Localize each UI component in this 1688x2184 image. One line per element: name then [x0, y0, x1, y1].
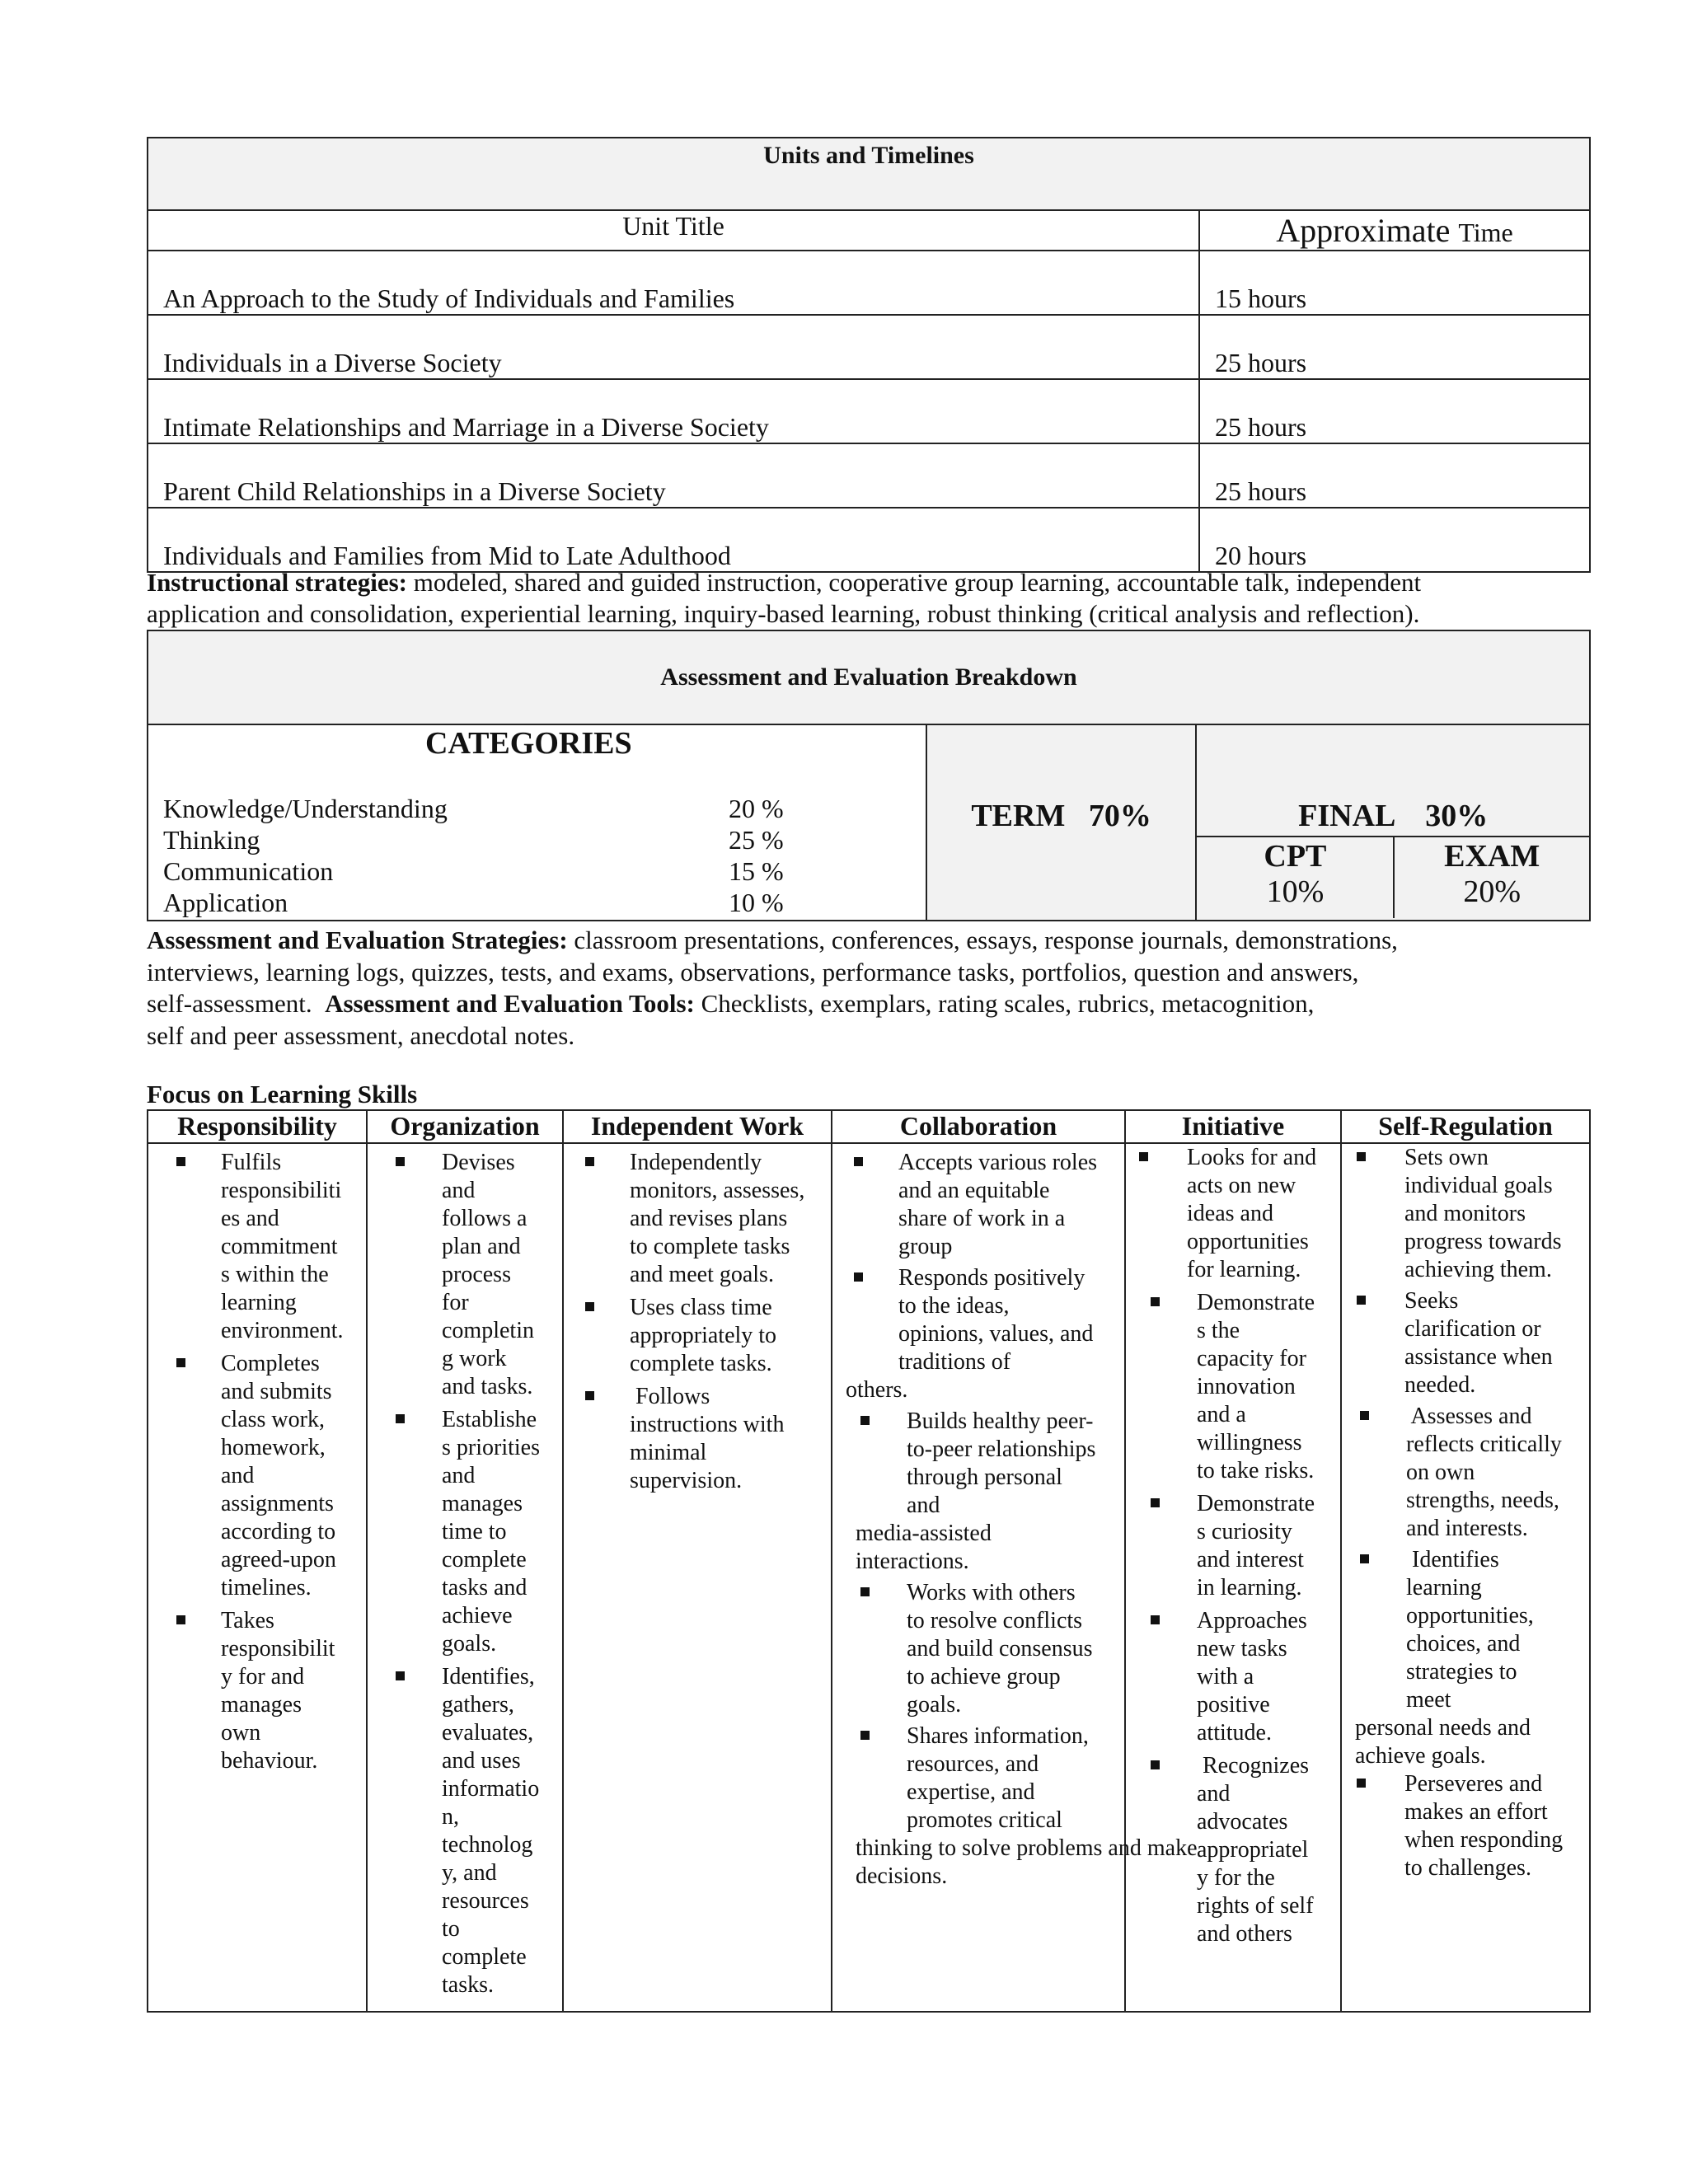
skill-item-line: positive: [1197, 1692, 1270, 1718]
skill-item-line: es and: [221, 1206, 279, 1231]
skill-item-line: complete: [442, 1944, 527, 1970]
skill-item-line: and: [221, 1463, 255, 1488]
skill-item-line: Uses class time: [630, 1295, 772, 1320]
assessment-strategies-line3: self-assessment.: [147, 989, 326, 1018]
skill-item-line: interactions.: [856, 1549, 969, 1574]
skill-item-line: when responding: [1404, 1827, 1564, 1853]
unit-row: [148, 379, 1590, 443]
skill-item-line: supervision.: [630, 1468, 743, 1493]
assessment-strategies-text: classroom presentations, conferences, essays, response journals, demonstrations,: [567, 926, 1398, 954]
bullet-icon: [1360, 1411, 1369, 1420]
skill-item-line: and others: [1197, 1921, 1292, 1947]
skill-item-line: and: [442, 1463, 476, 1488]
skill-item-line: to-peer relationships: [907, 1436, 1096, 1462]
unit-row: [148, 443, 1590, 508]
instructional-strategies-line2: application and consolidation, experiential learning, inquiry-based learning, robust thinking (critical analysis and reflection).: [147, 599, 1420, 628]
categories-values: [729, 793, 784, 918]
categories-list: [163, 793, 448, 918]
skill-item-line: makes an effort: [1404, 1799, 1548, 1825]
unit-title: Parent Child Relationships in a Diverse Society: [148, 443, 1199, 508]
skill-item-line: personal needs and: [1355, 1715, 1531, 1741]
skill-item-line: to achieve group: [907, 1664, 1061, 1690]
skill-item-line: Assesses and: [1406, 1404, 1532, 1429]
term-weight: TERM 70%: [971, 799, 1151, 833]
skill-item-line: instructions with: [630, 1412, 785, 1437]
category-name: Communication: [163, 856, 334, 886]
skill-item-line: responsibiliti: [221, 1178, 342, 1203]
skill-item-line: and monitors: [1404, 1201, 1526, 1226]
skill-item-line: informatio: [442, 1776, 540, 1802]
skill-item-line: and: [442, 1178, 476, 1203]
final-cell: [1196, 724, 1590, 921]
skill-item-line: Establishe: [442, 1407, 537, 1432]
skill-item-line: according to: [221, 1519, 336, 1544]
skill-item-line: to challenges.: [1404, 1855, 1531, 1881]
bullet-icon: [396, 1157, 405, 1166]
skill-item-line: appropriatel: [1197, 1837, 1309, 1863]
skill-item: [368, 1663, 562, 1999]
skill-item-line: environment.: [221, 1318, 344, 1343]
final-breakdown: [1197, 837, 1589, 918]
skill-item-line: for learning.: [1187, 1257, 1301, 1282]
unit-title: Intimate Relationships and Marriage in a Diverse Society: [148, 379, 1199, 443]
skill-item-line: media-assisted: [856, 1521, 992, 1546]
skill-item-line: goals.: [442, 1631, 497, 1657]
skill-item-line: willingness: [1197, 1430, 1302, 1455]
bullet-icon: [854, 1272, 863, 1282]
skill-item-line: thinking to solve problems and make: [856, 1835, 1198, 1861]
skill-item: [1126, 1752, 1340, 1948]
skill-item-line: Demonstrate: [1197, 1491, 1315, 1516]
units-table-title: Units and Timelines: [763, 142, 974, 169]
skill-item-line: Builds healthy peer-: [907, 1408, 1094, 1434]
unit-row: [148, 508, 1590, 572]
skill-item-line: Approaches: [1197, 1608, 1307, 1633]
skill-item: [1126, 1490, 1340, 1602]
skill-item-line: Demonstrate: [1197, 1290, 1315, 1315]
skill-item-line: own: [221, 1720, 261, 1746]
approximate-time-header: [1199, 210, 1590, 251]
skill-item-line: timelines.: [221, 1575, 312, 1601]
skill-item: [1342, 1546, 1589, 1714]
skill-item-line: Responds positively: [898, 1265, 1085, 1291]
skill-item-line: reflects critically: [1406, 1432, 1562, 1457]
header-independent-work: Independent Work: [563, 1110, 832, 1143]
exam-value: 20%: [1463, 874, 1522, 909]
skill-item: [1342, 1287, 1589, 1399]
exam-label: EXAM: [1444, 839, 1540, 874]
assessment-breakdown-table: [147, 630, 1591, 921]
bullet-icon: [860, 1587, 870, 1596]
skill-item-line: and an equitable: [898, 1178, 1050, 1203]
bullet-icon: [1151, 1615, 1160, 1624]
unit-time: 15 hours: [1199, 251, 1590, 315]
assessment-strategies-label: Assessment and Evaluation Strategies:: [147, 926, 568, 954]
header-initiative: Initiative: [1125, 1110, 1341, 1143]
cpt-value: 10%: [1266, 874, 1325, 909]
skill-item-line: Seeks: [1404, 1288, 1459, 1314]
assessment-strategies-line2: interviews, learning logs, quizzes, tests, and exams, observations, performance tasks, portfolios, question and answers,: [147, 957, 1359, 987]
skill-item-line: completin: [442, 1318, 534, 1343]
organization-cell: [367, 1143, 563, 2012]
skill-item-line: y for the: [1197, 1865, 1275, 1891]
skill-item: [1342, 1403, 1589, 1543]
category-name: Application: [163, 888, 288, 917]
bullet-icon: [396, 1671, 405, 1680]
skill-item-line: and revises plans: [630, 1206, 788, 1231]
skill-item-line: others.: [846, 1377, 908, 1403]
skill-item-line: Shares information,: [907, 1723, 1089, 1749]
skill-item-line: meet: [1406, 1687, 1451, 1713]
bullet-icon: [1357, 1779, 1366, 1788]
skill-item: [832, 1408, 1124, 1520]
unit-row: [148, 315, 1590, 379]
bullet-icon: [1357, 1296, 1366, 1305]
skill-item-line: y for and: [221, 1664, 305, 1690]
bullet-icon: [860, 1731, 870, 1740]
skill-item: [832, 1149, 1124, 1261]
skill-item: [832, 1264, 1124, 1376]
skill-item-line: expertise, and: [907, 1779, 1035, 1805]
skill-item-line: s the: [1197, 1318, 1240, 1343]
unit-time: 25 hours: [1199, 379, 1590, 443]
skill-item-line: opportunities: [1187, 1229, 1309, 1254]
skill-item-line: learning: [221, 1290, 297, 1315]
skill-item-line: acts on new: [1187, 1173, 1296, 1198]
bullet-icon: [585, 1302, 594, 1311]
skill-item-line: Fulfils: [221, 1150, 282, 1175]
independent-work-cell: [563, 1143, 832, 2012]
header-collaboration: Collaboration: [832, 1110, 1125, 1143]
skill-item-line: Takes: [221, 1608, 274, 1633]
skill-item-line: to: [442, 1916, 460, 1942]
skill-item-line: homework,: [221, 1435, 326, 1460]
category-value: 10 %: [729, 888, 784, 917]
unit-time: 25 hours: [1199, 443, 1590, 508]
skill-item-line: group: [898, 1234, 953, 1259]
skill-item-line: on own: [1406, 1460, 1475, 1485]
skill-item: [564, 1383, 831, 1495]
skill-item-line: Independently: [630, 1150, 762, 1175]
skill-item-line: clarification or: [1404, 1316, 1541, 1342]
skill-item-line: promotes critical: [907, 1807, 1062, 1833]
bullet-icon: [1357, 1152, 1366, 1161]
skill-item-line: technolog: [442, 1832, 533, 1858]
assessment-tools-line4: self and peer assessment, anecdotal notes.: [147, 1020, 575, 1050]
skill-item-line: and interests.: [1406, 1516, 1528, 1541]
skill-item-line: plan and: [442, 1234, 521, 1259]
skill-item-line: Devises: [442, 1150, 515, 1175]
skill-item: [1126, 1144, 1340, 1284]
unit-title-header: [148, 210, 1199, 251]
bullet-icon: [1151, 1297, 1160, 1306]
unit-title: An Approach to the Study of Individuals and Families: [148, 251, 1199, 315]
category-value: 15 %: [729, 856, 784, 886]
skill-item-line: and submits: [221, 1379, 332, 1404]
skill-item-line: advocates: [1197, 1809, 1288, 1835]
skill-item-line: and uses: [442, 1748, 521, 1774]
skill-item-line: Works with others: [907, 1580, 1076, 1605]
skill-item-line: manages: [221, 1692, 302, 1718]
cpt-label: CPT: [1264, 839, 1327, 874]
units-table-title-cell: [148, 138, 1590, 210]
assessment-tools-text: Checklists, exemplars, rating scales, rubrics, metacognition,: [694, 989, 1315, 1018]
skill-item-line: learning: [1406, 1575, 1482, 1601]
learning-skills-title: Focus on Learning Skills: [147, 1080, 418, 1108]
skill-item-line: y, and: [442, 1860, 497, 1886]
instructional-strategies: [147, 567, 1630, 630]
skill-item-line: Completes: [221, 1351, 320, 1376]
skill-item-line: and a: [1197, 1402, 1246, 1427]
skill-item: [368, 1406, 562, 1658]
skill-item-line: to take risks.: [1197, 1458, 1315, 1483]
header-self-regulation: Self-Regulation: [1341, 1110, 1590, 1143]
bullet-icon: [1139, 1152, 1148, 1161]
skill-item-line: Follows: [630, 1384, 710, 1409]
skill-item-line: achieving them.: [1404, 1257, 1552, 1282]
skill-item-line: to the ideas,: [898, 1293, 1010, 1319]
skill-item-line: assignments: [221, 1491, 334, 1516]
units-timelines-table: [147, 137, 1591, 573]
bullet-icon: [1151, 1760, 1160, 1769]
skill-item-line: class work,: [221, 1407, 325, 1432]
skill-item-line: s priorities: [442, 1435, 540, 1460]
skill-item-line: innovation: [1197, 1374, 1296, 1399]
unit-title: Individuals in a Diverse Society: [148, 315, 1199, 379]
final-weight: FINAL 30%: [1197, 725, 1589, 837]
self-regulation-cell: [1341, 1143, 1590, 2012]
skill-item-line: and: [907, 1493, 940, 1518]
skill-item-line: Identifies: [1406, 1547, 1499, 1572]
skill-item: [148, 1607, 366, 1775]
category-name: Knowledge/Understanding: [163, 794, 448, 823]
skill-item-line: follows a: [442, 1206, 528, 1231]
skill-item-line: evaluates,: [442, 1720, 534, 1746]
skill-item: [564, 1149, 831, 1289]
skill-item-line: goals.: [907, 1692, 962, 1718]
skill-item: [148, 1149, 366, 1345]
bullet-icon: [176, 1615, 185, 1624]
skill-item-line: new tasks: [1197, 1636, 1287, 1661]
category-value: 25 %: [729, 825, 784, 855]
skill-item-line: manages: [442, 1491, 523, 1516]
skill-item-line: agreed-upon: [221, 1547, 336, 1572]
skill-item: [148, 1350, 366, 1602]
skill-item-line: Sets own: [1404, 1145, 1489, 1170]
initiative-cell: [1125, 1143, 1341, 2012]
skill-item-line: achieve: [442, 1603, 513, 1629]
skill-item-line: and: [1197, 1781, 1231, 1807]
skill-item-line: individual goals: [1404, 1173, 1553, 1198]
collaboration-cell: [832, 1143, 1198, 2012]
unit-title-header-text: Unit Title: [622, 211, 724, 241]
skill-item-line: complete tasks.: [630, 1351, 772, 1376]
skill-item-line: achieve goals.: [1355, 1743, 1486, 1769]
unit-time: 20 hours: [1199, 508, 1590, 572]
assessment-tools-label: Assessment and Evaluation Tools:: [325, 989, 695, 1018]
skill-item-line: rights of self: [1197, 1893, 1314, 1919]
skill-item: [1342, 1770, 1589, 1882]
skill-item-line: for: [442, 1290, 469, 1315]
bullet-icon: [585, 1157, 594, 1166]
skill-item-line: and meet goals.: [630, 1262, 774, 1287]
assessment-title: Assessment and Evaluation Breakdown: [148, 630, 1590, 724]
skill-item-line: traditions of: [898, 1349, 1011, 1375]
skill-item-line: and build consensus: [907, 1636, 1093, 1661]
skill-item-line: responsibilit: [221, 1636, 335, 1661]
skill-item-line: n,: [442, 1804, 459, 1830]
skill-item-line: minimal: [630, 1440, 707, 1465]
exam-cell: [1395, 837, 1589, 918]
categories-title: CATEGORIES: [425, 726, 632, 761]
approximate-time-label: Approximate: [1276, 212, 1451, 249]
skill-item-line: and interest: [1197, 1547, 1304, 1572]
unit-title: Individuals and Families from Mid to Late Adulthood: [148, 508, 1199, 572]
unit-row: [148, 251, 1590, 315]
skill-item-line: resources, and: [907, 1751, 1039, 1777]
skill-item-line: commitment: [221, 1234, 338, 1259]
skill-item-line: s curiosity: [1197, 1519, 1292, 1544]
skill-item-line: assistance when: [1404, 1344, 1553, 1370]
skill-item-line: with a: [1197, 1664, 1254, 1690]
skill-item-line: through personal: [907, 1465, 1062, 1490]
skill-item-line: process: [442, 1262, 511, 1287]
skill-item: [564, 1294, 831, 1378]
skill-item-line: monitors, assesses,: [630, 1178, 805, 1203]
categories-cell: [148, 724, 926, 921]
skill-item-line: opportunities,: [1406, 1603, 1534, 1629]
skill-item-line: time to: [442, 1519, 507, 1544]
term-cell: [926, 724, 1197, 921]
bullet-icon: [1151, 1498, 1160, 1507]
bullet-icon: [176, 1157, 185, 1166]
bullet-icon: [860, 1416, 870, 1425]
skill-item-line: strategies to: [1406, 1659, 1517, 1685]
instructional-strategies-label: Instructional strategies:: [147, 568, 407, 597]
skill-item-line: choices, and: [1406, 1631, 1521, 1657]
bullet-icon: [176, 1358, 185, 1367]
instructional-strategies-line1: modeled, shared and guided instruction, cooperative group learning, accountable talk, independent: [406, 568, 1422, 597]
skill-item-line: g work: [442, 1346, 507, 1371]
skill-item-line: complete: [442, 1547, 527, 1572]
skill-item-line: Recognizes: [1197, 1753, 1310, 1779]
skill-item: [1126, 1607, 1340, 1747]
skill-item-line: Accepts various roles: [898, 1150, 1098, 1175]
responsibility-cell: [148, 1143, 367, 2012]
time-label: Time: [1458, 218, 1513, 247]
skill-item-line: in learning.: [1197, 1575, 1302, 1601]
skill-item-line: opinions, values, and: [898, 1321, 1094, 1347]
skill-item-line: resources: [442, 1888, 529, 1914]
learning-skills-table: [147, 1109, 1591, 2013]
skill-item: [832, 1722, 1124, 1835]
skill-item-line: gathers,: [442, 1692, 514, 1718]
skill-item-line: needed.: [1404, 1372, 1476, 1398]
skill-item-line: tasks.: [442, 1972, 494, 1998]
category-name: Thinking: [163, 825, 260, 855]
category-value: 20 %: [729, 794, 784, 823]
skill-item-line: share of work in a: [898, 1206, 1066, 1231]
skill-item-line: progress towards: [1404, 1229, 1562, 1254]
skill-item-line: Looks for and: [1187, 1145, 1317, 1170]
skill-item: [1342, 1144, 1589, 1284]
header-organization: Organization: [367, 1110, 563, 1143]
skill-item-line: capacity for: [1197, 1346, 1306, 1371]
skill-item-line: to resolve conflicts: [907, 1608, 1083, 1633]
skill-item-line: Perseveres and: [1404, 1771, 1543, 1797]
skill-item-line: and tasks.: [442, 1374, 533, 1399]
header-responsibility: Responsibility: [148, 1110, 367, 1143]
bullet-icon: [585, 1391, 594, 1400]
skill-item-line: ideas and: [1187, 1201, 1273, 1226]
skill-item-line: behaviour.: [221, 1748, 318, 1774]
skill-item-line: decisions.: [856, 1863, 948, 1889]
skill-item-line: attitude.: [1197, 1720, 1272, 1746]
skill-item-line: Identifies,: [442, 1664, 535, 1690]
skill-item-line: appropriately to: [630, 1323, 777, 1348]
assessment-strategies: [147, 925, 1647, 1052]
skill-item: [832, 1579, 1124, 1719]
skill-item-line: s within the: [221, 1262, 329, 1287]
skill-item-line: tasks and: [442, 1575, 528, 1601]
skill-item: [368, 1149, 562, 1401]
skill-item-line: to complete tasks: [630, 1234, 790, 1259]
bullet-icon: [854, 1157, 863, 1166]
bullet-icon: [396, 1414, 405, 1423]
unit-time: 25 hours: [1199, 315, 1590, 379]
bullet-icon: [1360, 1554, 1369, 1563]
skill-item: [1126, 1289, 1340, 1485]
cpt-cell: [1197, 837, 1395, 918]
skill-item-line: strengths, needs,: [1406, 1488, 1559, 1513]
